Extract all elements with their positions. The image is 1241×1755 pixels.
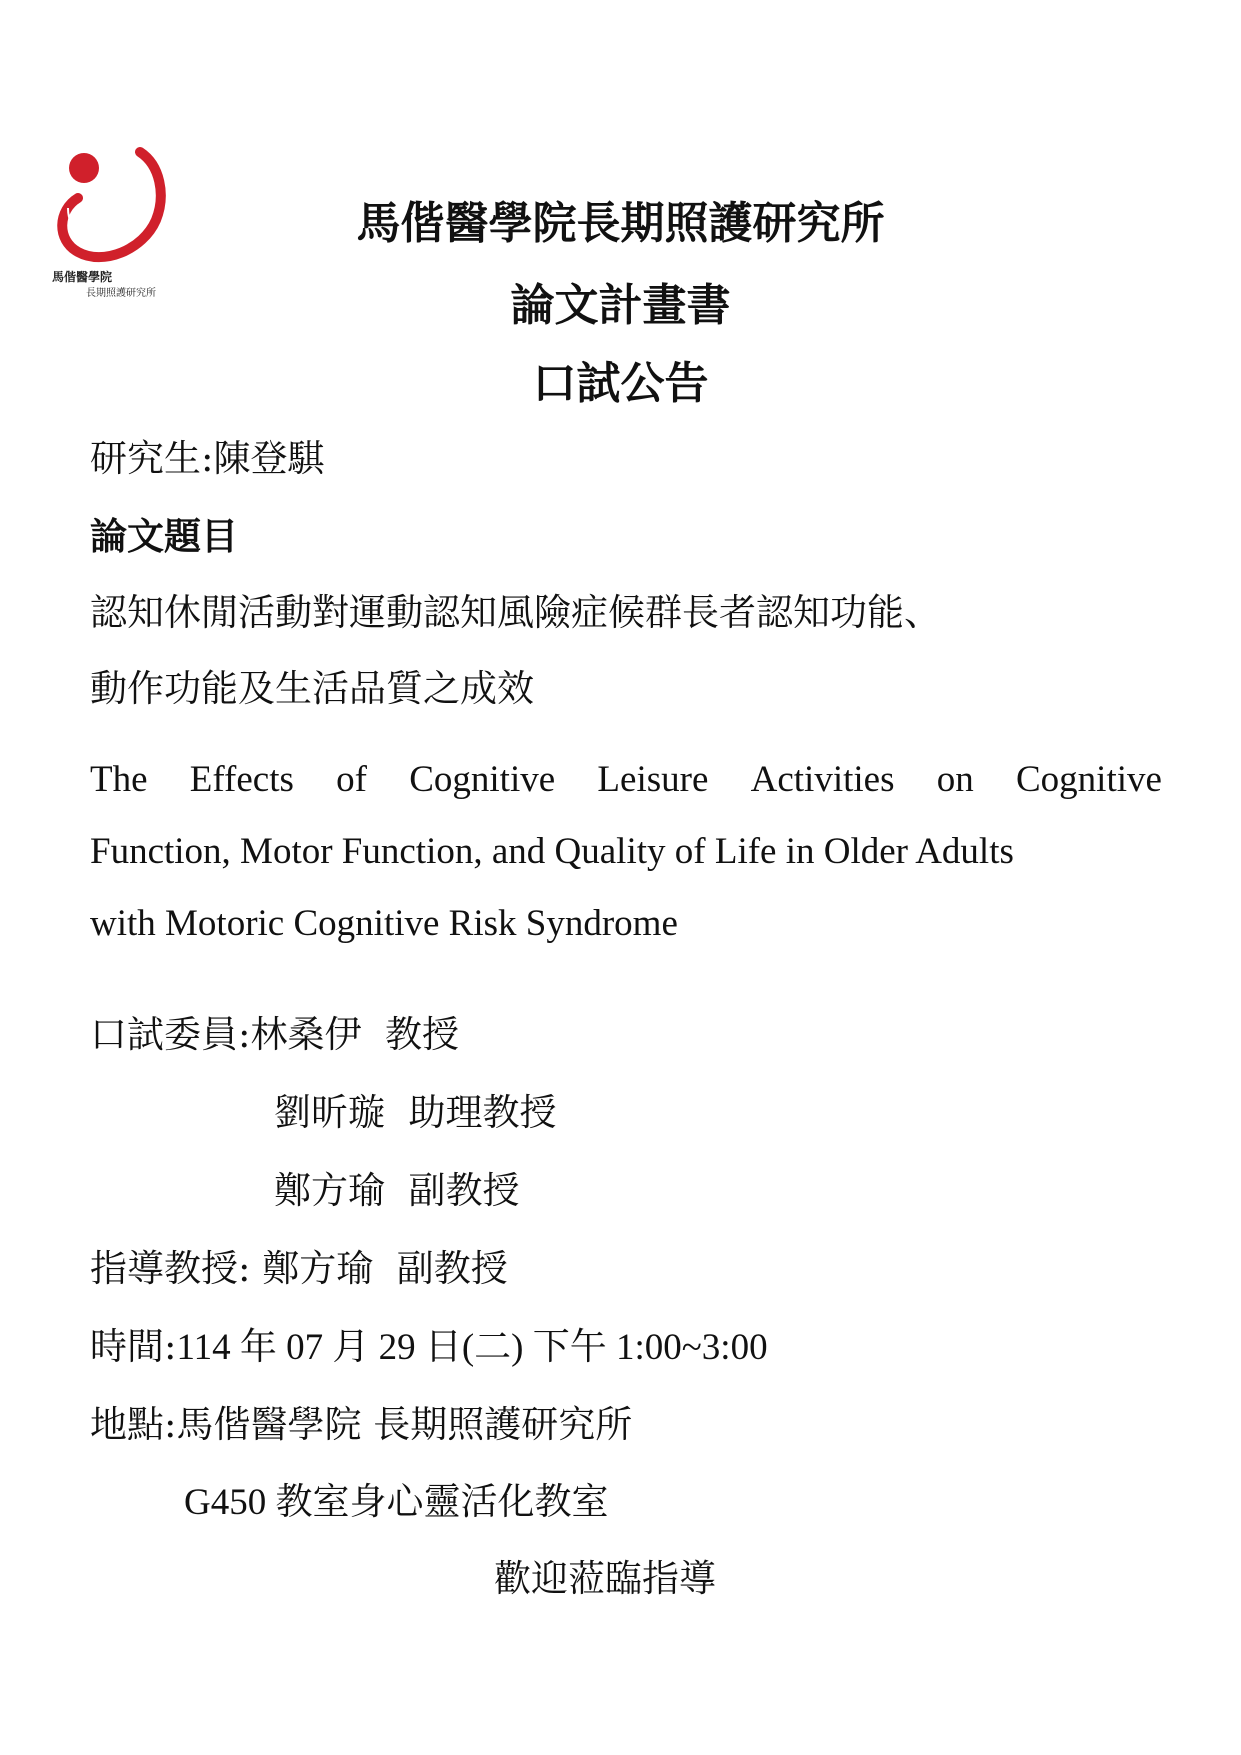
location-value-line2: G450 教室身心靈活化教室 <box>184 1482 609 1523</box>
thesis-title-en-word: on <box>936 759 974 800</box>
committee-member-row <box>274 1091 557 1134</box>
logo-name-line1: 馬偕醫學院 <box>52 270 113 284</box>
thesis-title-en-word: of <box>336 759 367 800</box>
committee-member-title: 教授 <box>385 1013 459 1056</box>
committee-member-name: 林桑伊 <box>250 1013 362 1056</box>
advisor-label: 指導教授: <box>90 1247 251 1290</box>
committee-label: 口試委員: <box>90 1013 251 1056</box>
location-line <box>90 1403 633 1446</box>
thesis-title-en-word: Cognitive <box>1016 759 1162 800</box>
advisor-name: 鄭方瑜 <box>262 1247 374 1290</box>
thesis-title-en-word: The <box>90 759 148 800</box>
student-label: 研究生: <box>90 437 214 480</box>
thesis-title-en-line1 <box>90 744 1162 816</box>
committee-member-name: 劉昕璇 <box>274 1091 385 1134</box>
thesis-title-en <box>90 744 1162 960</box>
thesis-title-en-word: Activities <box>750 759 895 800</box>
committee-member-name: 鄭方瑜 <box>274 1169 385 1212</box>
thesis-title-en-line2: Function, Motor Function, and Quality of Life in Older Adults <box>90 831 1014 872</box>
thesis-title-en-line3: with Motoric Cognitive Risk Syndrome <box>90 903 678 944</box>
institute-title: 馬偕醫學院長期照護研究所 <box>356 198 885 249</box>
logo-dot <box>69 153 99 183</box>
thesis-title-zh-line2: 動作功能及生活品質之成效 <box>90 667 534 710</box>
announcement-title: 口試公告 <box>532 358 709 409</box>
committee-member-title: 副教授 <box>408 1169 520 1212</box>
thesis-title-zh-line1: 認知休閒活動對運動認知風險症候群長者認知功能、 <box>90 591 941 634</box>
logo-name-line2: 長期照護研究所 <box>86 288 156 299</box>
thesis-title-en-word: Cognitive <box>409 759 556 800</box>
advisor-title: 副教授 <box>396 1247 508 1290</box>
location-label: 地點: <box>90 1403 177 1446</box>
document-type-title: 論文計畫書 <box>510 280 731 331</box>
time-line <box>90 1325 768 1368</box>
thesis-title-en-word: Effects <box>189 759 294 800</box>
closing-remark: 歡迎蒞臨指導 <box>494 1557 716 1600</box>
student-name: 陳登騏 <box>213 437 325 480</box>
student-line <box>90 437 325 480</box>
thesis-title-en-word: Leisure <box>597 759 709 800</box>
advisor-line <box>90 1247 508 1290</box>
committee-member-row <box>274 1169 520 1212</box>
committee-member-title: 助理教授 <box>408 1091 557 1134</box>
time-value: 114 年 07 月 29 日(二) 下午 1:00~3:00 <box>176 1327 768 1368</box>
thesis-heading: 論文題目 <box>90 514 238 558</box>
location-value-line1: 馬偕醫學院 長期照護研究所 <box>176 1403 633 1446</box>
committee-line <box>90 1013 459 1056</box>
time-label: 時間: <box>90 1325 177 1368</box>
